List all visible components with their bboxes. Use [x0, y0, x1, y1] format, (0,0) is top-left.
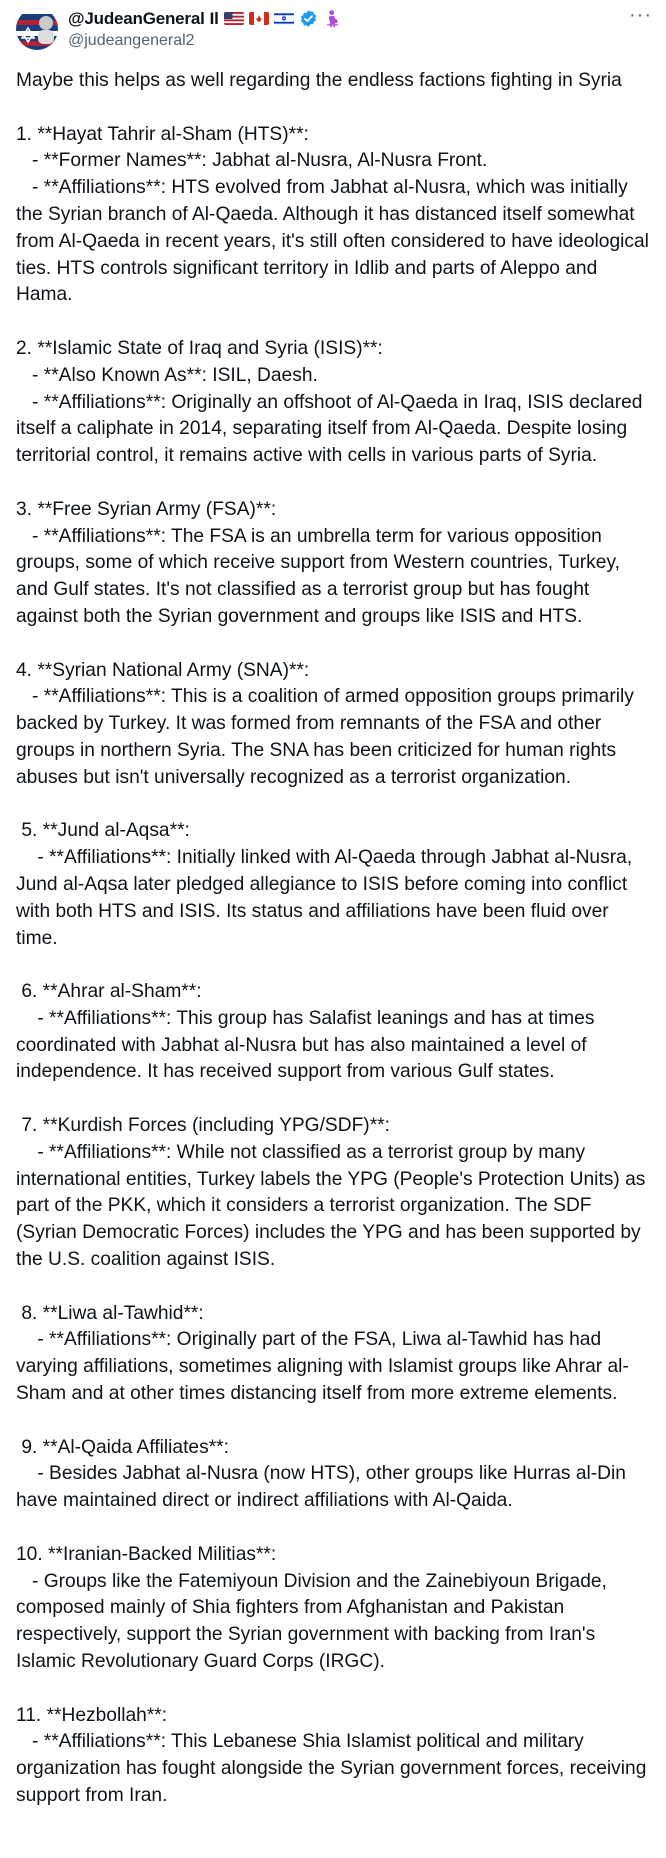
- canada-flag-icon: [249, 12, 269, 25]
- us-flag-icon: [224, 12, 244, 25]
- avatar-image: [16, 8, 58, 50]
- pregnant-person-icon: [323, 9, 342, 28]
- display-name[interactable]: @JudeanGeneral: [68, 9, 205, 28]
- more-options-button[interactable]: ···: [629, 4, 652, 26]
- avatar[interactable]: [16, 8, 58, 50]
- verified-badge-icon[interactable]: [299, 9, 318, 28]
- tweet-header: [16, 6, 650, 58]
- name-row: [68, 8, 342, 29]
- author-block: [68, 6, 342, 51]
- tweet-text: Maybe this helps as well regarding the endless factions fighting in Syria 1. **Hayat Tahrir al-Sham (HTS)**: - **Former Names**: Jabhat al-Nusra, Al-Nusra Front. - **Affiliations**: HTS evolved from Jabhat al-Nusra, which was initially the Syrian branch of Al-Qaeda. Although it has distanced itself somewhat from Al-Qaeda in recent years, it's still often considered to have ideological ties. HTS controls significant territory in Idlib and parts of Aleppo and Hama. 2. **Islamic State of Iraq and Syria (ISIS)**: - **Also Known As**: ISIL, Daesh. - **Affiliations**: Originally an offshoot of Al-Qaeda in Iraq, ISIS declared itself a caliphate in 2014, separating itself from Al-Qaeda. Despite losing territorial control, it remains active with cells in various parts of Syria. 3. **Free Syrian Army (FSA)**: - **Affiliations**: The FSA is an umbrella term for various opposition groups, some of which receive support from Western countries, Turkey, and Gulf states. It's not classified as a terrorist group but has fought against both the Syrian government and groups like ISIS and HTS. 4. **Syrian National Army (SNA)**: - **Affiliations**: This is a coalition of armed opposition groups primarily backed by Turkey. It was formed from remnants of the FSA and other groups in northern Syria. The SNA has been criticized for human rights abuses but isn't universally recognized as a terrorist organization. 5. **Jund al-Aqsa**: - **Affiliations**: Initially linked with Al-Qaeda through Jabhat al-Nusra, Jund al-Aqsa later pledged allegiance to ISIS before coming into conflict with both HTS and ISIS. Its status and affiliations have been fluid over time. 6. **Ahrar al-Sham**: - **Affiliations**: This group has Salafist leanings and has at times coordinated with Jabhat al-Nusra but has also maintained a level of independence. It has received support from various Gulf states. 7. **Kurdish Forces (including YPG/SDF)**: - **Affiliations**: While not classified as a terrorist group by many international entities, Turkey labels the YPG (People's Protection Units) as part of the PKK, which it considers a terrorist organization. The SDF (Syrian Democratic Forces) includes the YPG and has been supported by the U.S. coalition against ISIS. 8. **Liwa al-Tawhid**: - **Affiliations**: Originally part of the FSA, Liwa al-Tawhid has had varying affiliations, sometimes aligning with Islamist groups like Ahrar al-Sham and at other times distancing itself from more extreme elements. 9. **Al-Qaida Affiliates**: - Besides Jabhat al-Nusra (now HTS), other groups like Hurras al-Din have maintained direct or indirect affiliations with Al-Qaida. 10. **Iranian-Backed Militias**: - Groups like the Fatemiyoun Division and the Zainebiyoun Brigade, composed mainly of Shia fighters from Afghanistan and Pakistan respectively, support the Syrian government with backing from Iran's Islamic Revolutionary Guard Corps (IRGC). 11. **Hezbollah**: - **Affiliations**: This Lebanese Shia Islamist political and military organization has fought alongside the Syrian government forces, receiving support from Iran.: [16, 70, 649, 1806]
- display-name-suffix: Il: [209, 9, 219, 28]
- user-handle[interactable]: @judeangeneral2: [68, 32, 195, 49]
- israel-flag-icon: [274, 12, 294, 25]
